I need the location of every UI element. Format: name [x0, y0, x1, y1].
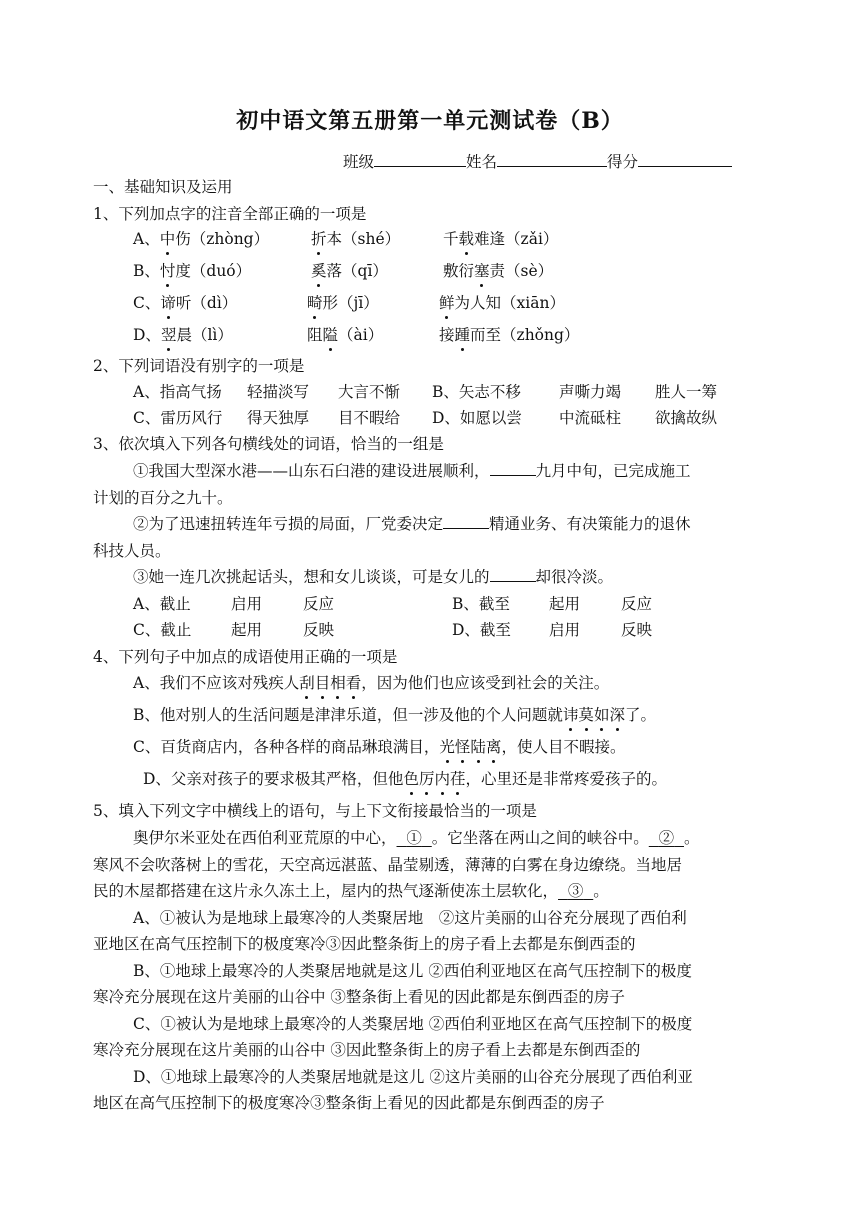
q2-r2-3: 目不暇给	[338, 409, 401, 427]
q3-opt-d-3: 反映	[621, 621, 653, 639]
q2-r2-4: D、如愿以尝	[432, 409, 522, 427]
q3-sentence-1-cont: 计划的百分之九十。	[93, 489, 233, 507]
q2-r1-5: 声嘶力竭	[559, 383, 622, 401]
q1-a-1: A、中伤（zhòng）	[133, 230, 270, 248]
q1-b-1: B、忖度（duó）	[133, 262, 252, 280]
q3-blank-3[interactable]	[490, 567, 536, 582]
q1-c-1: C、谛听（dì）	[133, 294, 238, 312]
page-title: 初中语文第五册第一单元测试卷（B）	[236, 108, 624, 134]
student-info	[343, 150, 732, 172]
q5-option-d-line-2: 地区在高气压控制下的极度寒冷③整条街上看见的因此都是东倒西歪的房子	[93, 1094, 605, 1112]
q2-r2-1: C、雷历风行	[133, 409, 223, 427]
q1-a-3: 千载难逢（zǎi）	[443, 230, 559, 248]
q2-r1-2: 轻描淡写	[247, 383, 310, 401]
q5-stem: 5、填入下列文字中横线上的语句，与上下文衔接最恰当的一项是	[93, 802, 537, 820]
q2-r2-2: 得天独厚	[247, 409, 310, 427]
q1-a-2: 折本（shé）	[311, 230, 401, 248]
q5-blank-2[interactable]: ②	[658, 829, 675, 847]
q4-option-d: D、父亲对孩子的要求极其严格，但他色厉内荏，心里还是非常疼爱孩子的。	[143, 770, 668, 788]
class-label: 班级	[343, 153, 375, 171]
q4-stem: 4、下列句子中加点的成语使用正确的一项是	[93, 648, 398, 666]
q5-option-c-line-2: 寒冷充分展现在这片美丽的山谷中 ③因此整条街上的房子看上去都是东倒西歪的	[93, 1041, 641, 1059]
q2-r1-6: 胜人一筹	[655, 383, 718, 401]
q3-opt-b-2: 起用	[549, 595, 581, 613]
q5-passage-3: 民的木屋都搭建在这片永久冻土上，屋内的热气逐渐使冻土层软化， ③ 。	[93, 882, 609, 900]
q3-blank-1[interactable]	[490, 461, 536, 476]
q3-opt-a-2: 启用	[231, 595, 263, 613]
q1-b-2: 奚落（qī）	[311, 262, 388, 280]
q3-opt-d-1: D、截至	[452, 621, 511, 639]
q3-opt-c-1: C、截止	[133, 621, 192, 639]
q1-d-3: 接踵而至（zhǒng）	[439, 326, 580, 344]
q1-d-2: 阻隘（ài）	[307, 326, 384, 344]
q4-option-c: C、百货商店内，各种各样的商品琳琅满目，光怪陆离，使人目不暇接。	[133, 738, 626, 756]
score-blank[interactable]	[638, 151, 732, 167]
q5-option-b-line-1: B、①地球上最寒冷的人类聚居地就是这儿 ②西伯利亚地区在高气压控制下的极度	[133, 962, 692, 980]
q1-b-3: 敷衍塞责（sè）	[443, 262, 554, 280]
q3-opt-d-2: 启用	[549, 621, 581, 639]
q2-r2-5: 中流砥柱	[559, 409, 622, 427]
q2-r1-4: B、矢志不移	[432, 383, 521, 401]
q5-option-b-line-2: 寒冷充分展现在这片美丽的山谷中 ③整条街上看见的因此都是东倒西歪的房子	[93, 988, 625, 1006]
q5-option-a-line-1: A、①被认为是地球上最寒冷的人类聚居地 ②这片美丽的山谷充分展现了西伯利	[133, 909, 687, 927]
q1-d-1: D、翌晨（lì）	[133, 326, 233, 344]
q3-sentence-3: ③她一连几次挑起话头，想和女儿谈谈，可是女儿的 却很冷淡。	[133, 568, 614, 586]
q5-passage-2: 寒风不会吹落树上的雪花，天空高远湛蓝、晶莹剔透，薄薄的白雾在身边缭绕。当地居	[93, 856, 683, 874]
score-label: 得分	[607, 153, 639, 171]
q5-option-a-line-2: 亚地区在高气压控制下的极度寒冷③因此整条街上的房子看上去都是东倒西歪的	[93, 935, 636, 953]
q3-opt-b-3: 反应	[621, 595, 653, 613]
q5-blank-1[interactable]: ①	[406, 829, 422, 847]
q3-sentence-2: ②为了迅速扭转连年亏损的局面，厂党委决定 精通业务、有决策能力的退休	[133, 515, 691, 533]
q5-option-d-line-1: D、①地球上最寒冷的人类聚居地就是这儿 ②这片美丽的山谷充分展现了西伯利亚	[133, 1068, 693, 1086]
q4-option-b: B、他对别人的生活问题是津津乐道，但一涉及他的个人问题就讳莫如深了。	[133, 706, 656, 724]
q3-stem: 3、依次填入下列各句横线处的词语，恰当的一组是	[93, 435, 444, 453]
q3-opt-a-1: A、截止	[133, 595, 191, 613]
q5-option-c-line-1: C、①被认为是地球上最寒冷的人类聚居地 ②西伯利亚地区在高气压控制下的极度	[133, 1015, 693, 1033]
q1-c-2: 畸形（jī）	[307, 294, 379, 312]
q1-c-3: 鲜为人知（xiān）	[439, 294, 565, 312]
q1-stem: 1、下列加点字的注音全部正确的一项是	[93, 205, 367, 223]
q2-stem: 2、下列词语没有别字的一项是	[93, 357, 305, 375]
class-blank[interactable]	[374, 151, 466, 167]
q3-opt-c-3: 反映	[303, 621, 335, 639]
q3-opt-b-1: B、截至	[452, 595, 510, 613]
q5-passage-1: 奥伊尔米亚处在西伯利亚荒原的中心， ① 。它坐落在两山之间的峡谷中。 ② 。	[133, 829, 700, 847]
q3-sentence-1: ①我国大型深水港——山东石臼港的建设进展顺利， 九月中旬，已完成施工	[133, 462, 691, 480]
q3-opt-c-2: 起用	[231, 621, 263, 639]
q3-blank-2[interactable]	[443, 514, 489, 529]
q3-sentence-2-cont: 科技人员。	[93, 542, 171, 560]
q4-option-a: A、我们不应该对残疾人刮目相看，因为他们也应该受到社会的关注。	[133, 674, 610, 692]
q2-r1-3: 大言不惭	[338, 383, 401, 401]
q5-blank-3[interactable]: ③	[567, 882, 584, 900]
q3-opt-a-3: 反应	[303, 595, 335, 613]
q2-r1-1: A、指高气扬	[133, 383, 222, 401]
q2-r2-6: 欲擒故纵	[655, 409, 718, 427]
name-label: 姓名	[466, 153, 498, 171]
name-blank[interactable]	[497, 151, 607, 167]
section-heading: 一、基础知识及运用	[93, 178, 233, 196]
